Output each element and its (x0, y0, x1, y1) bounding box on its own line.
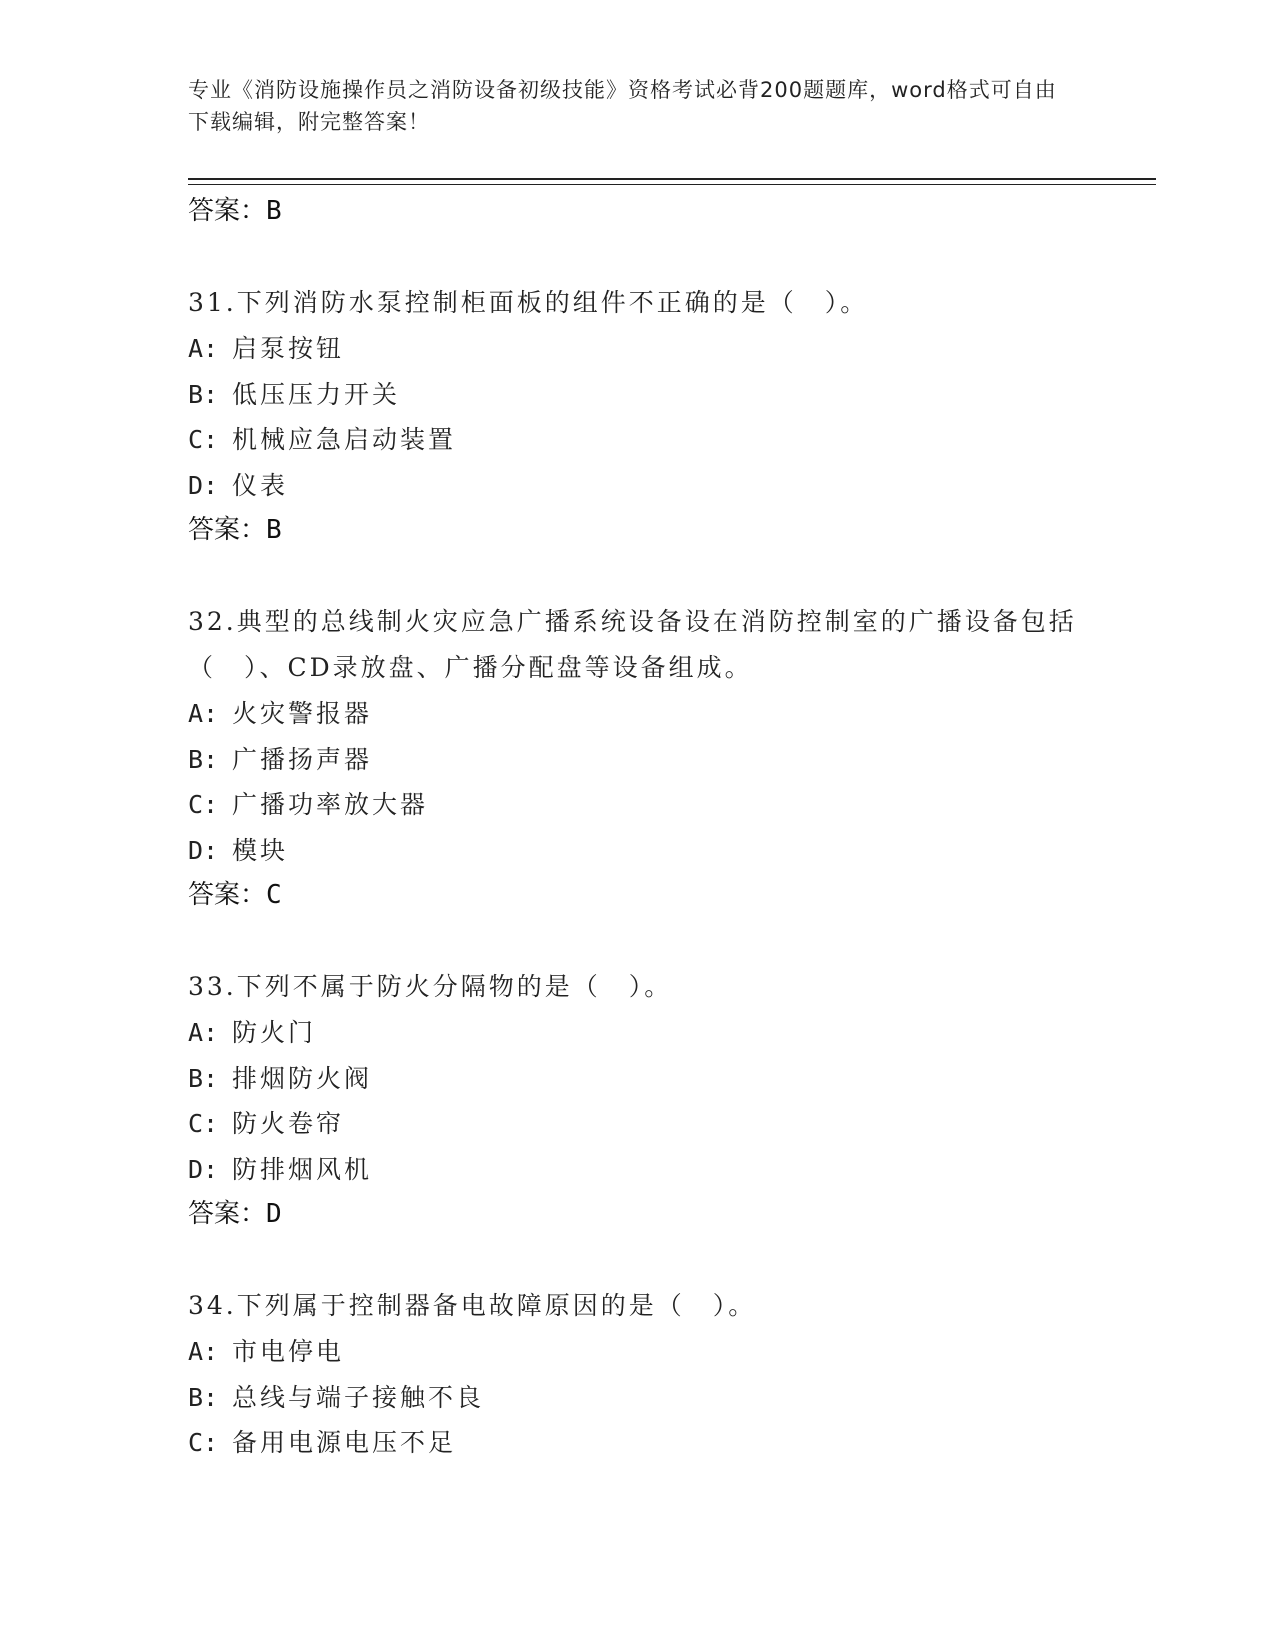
option-d (188, 463, 1128, 509)
option-c (188, 782, 1128, 828)
document-header: 专业《消防设施操作员之消防设备初级技能》资格考试必背200题题库，word格式可自由下载编辑，附完整答案！ (188, 78, 1057, 134)
answer-line (188, 508, 1128, 552)
option-letter: C: (188, 790, 219, 819)
option-a (188, 1010, 1128, 1056)
option-text: 火灾警报器 (232, 699, 373, 728)
question-31 (188, 280, 1128, 552)
option-c (188, 1101, 1128, 1147)
option-text: 防火门 (232, 1018, 317, 1047)
question-stem: 31.下列消防水泵控制柜面板的组件不正确的是（ ）。 (188, 288, 869, 317)
option-text: 备用电源电压不足 (232, 1428, 457, 1457)
answer-value: B (266, 515, 282, 545)
option-text: 仪表 (232, 470, 289, 500)
option-letter: D: (188, 835, 219, 865)
answer-label: 答案： (188, 880, 267, 910)
option-letter: A: (188, 334, 219, 363)
option-text: 防排烟风机 (232, 1154, 373, 1184)
answer-value: D (266, 1199, 282, 1229)
option-letter: C: (188, 1109, 219, 1138)
answer-label: 答案： (188, 196, 267, 226)
option-c (188, 1420, 1128, 1466)
question-33 (188, 964, 1128, 1236)
answer-value: B (266, 196, 282, 226)
option-d (188, 828, 1128, 874)
answer-value: C (266, 880, 282, 910)
option-a (188, 691, 1128, 737)
option-a (188, 326, 1128, 372)
option-b (188, 1056, 1128, 1102)
question-stem: 33.下列不属于防火分隔物的是（ ）。 (188, 972, 673, 1001)
option-text: 排烟防火阀 (232, 1063, 373, 1093)
option-text: 模块 (232, 835, 289, 865)
option-text: 广播扬声器 (232, 744, 373, 774)
answer-line (188, 1192, 1128, 1236)
option-b (188, 372, 1128, 418)
option-text: 总线与端子接触不良 (232, 1382, 485, 1412)
answer-label: 答案： (188, 1199, 267, 1229)
option-letter: B: (188, 379, 219, 409)
option-b (188, 1375, 1128, 1421)
option-text: 防火卷帘 (232, 1109, 345, 1138)
option-letter: B: (188, 1063, 219, 1093)
option-letter: B: (188, 1382, 219, 1412)
option-letter: D: (188, 470, 219, 500)
answer-line (188, 873, 1128, 917)
answer-label: 答案： (188, 515, 267, 545)
option-letter: A: (188, 1337, 219, 1366)
question-32 (188, 599, 1128, 917)
option-letter: C: (188, 425, 219, 454)
option-letter: D: (188, 1154, 219, 1184)
header-divider (188, 178, 1156, 185)
option-text: 机械应急启动装置 (232, 425, 457, 454)
option-letter: B: (188, 744, 219, 774)
option-b (188, 737, 1128, 783)
question-stem: 34.下列属于控制器备电故障原因的是（ ）。 (188, 1291, 757, 1320)
option-letter: A: (188, 1018, 219, 1047)
option-text: 启泵按钮 (232, 334, 345, 363)
question-34 (188, 1283, 1128, 1466)
answer-line (188, 189, 1128, 233)
option-d (188, 1147, 1128, 1193)
option-letter: A: (188, 699, 219, 728)
option-c (188, 417, 1128, 463)
option-text: 广播功率放大器 (232, 790, 429, 819)
question-stem: 32.典型的总线制火灾应急广播系统设备设在消防控制室的广播设备包括（ ）、CD录放盘、广播分配盘等设备组成。 (188, 607, 1077, 682)
option-a (188, 1329, 1128, 1375)
question-list (188, 189, 1128, 1466)
option-text: 低压压力开关 (232, 379, 401, 409)
option-letter: C: (188, 1428, 219, 1457)
option-text: 市电停电 (232, 1337, 345, 1366)
